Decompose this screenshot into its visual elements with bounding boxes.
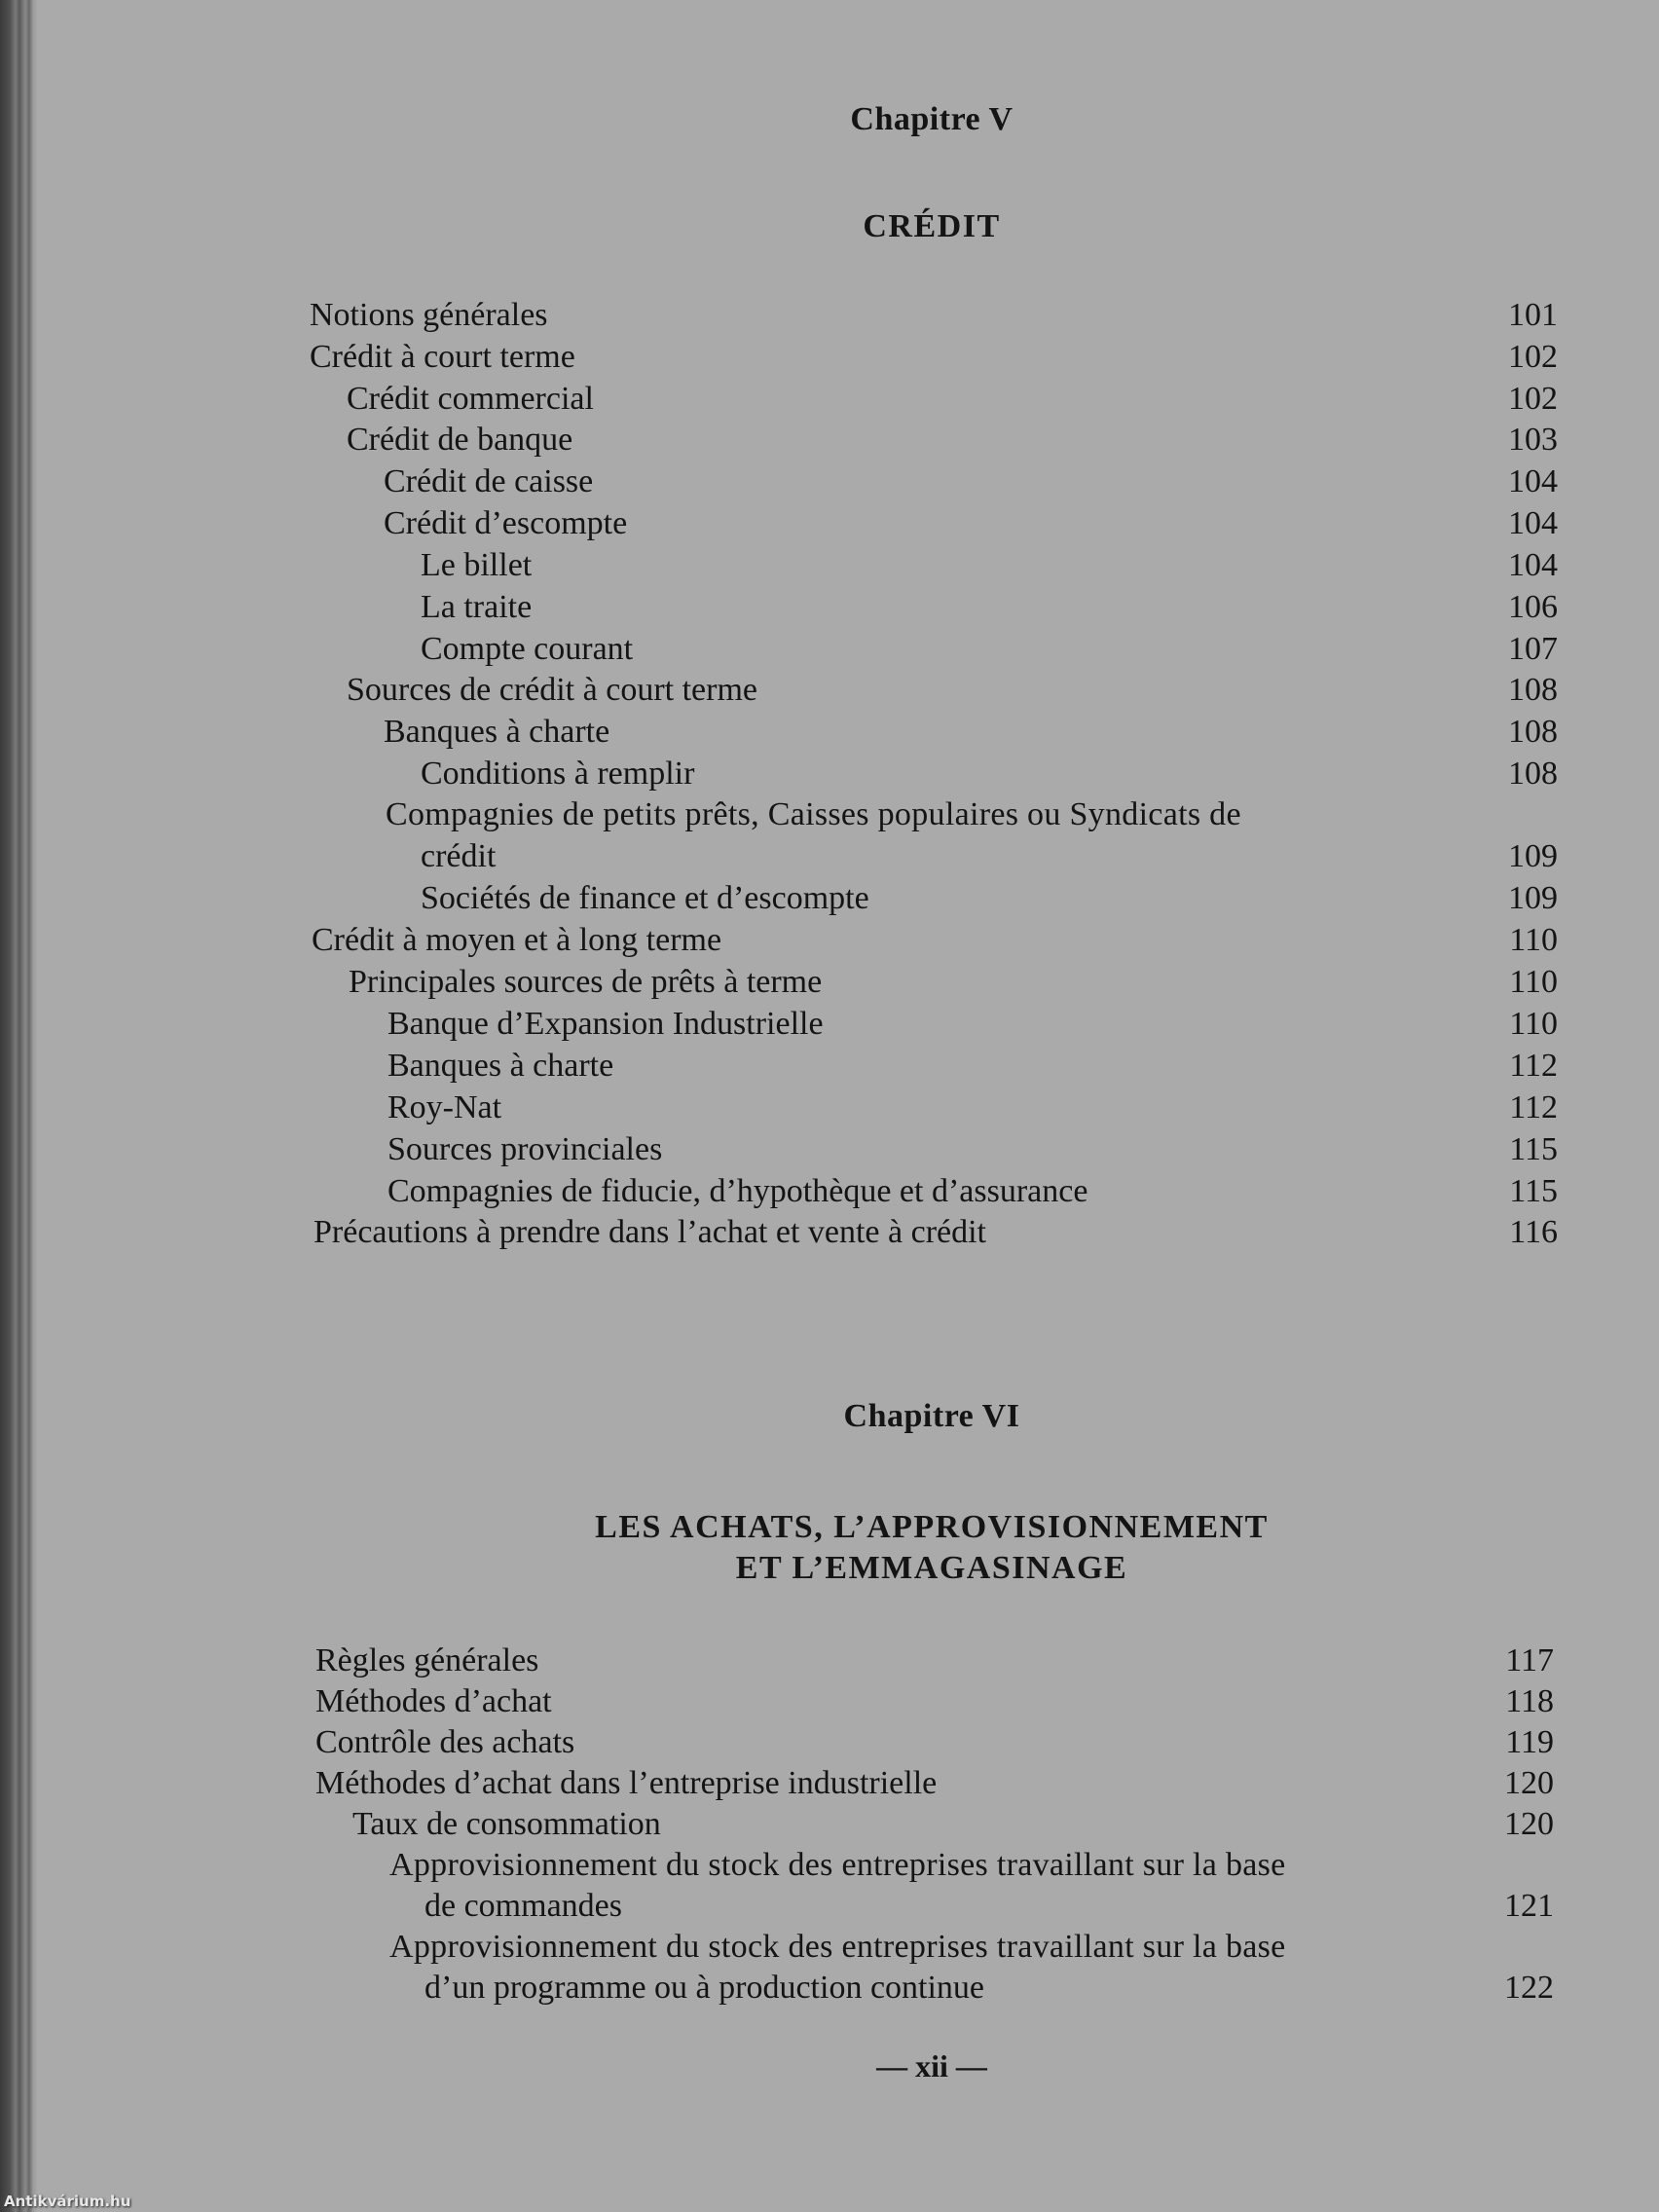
toc-entry-title: Règles générales [315,1641,546,1680]
toc-entry[interactable] [315,1723,1554,1762]
toc-entry-page: 112 [1509,1048,1558,1084]
toc-entry-title: Banque d’Expansion Industrielle [387,1005,831,1044]
toc-entry-title: Crédit de caisse [384,462,601,501]
toc-entry-page: 106 [1508,589,1558,625]
toc-entry[interactable] [310,338,1558,377]
toc-entry[interactable] [315,1764,1554,1803]
toc-entry[interactable] [349,963,1558,1002]
toc-entry[interactable] [387,1172,1558,1211]
toc-entry-title: Sociétés de finance et d’escompte [421,879,877,918]
toc-entry-page: 110 [1509,922,1558,958]
toc-entry-page: 108 [1508,714,1558,750]
toc-entry-title: Contrôle des achats [315,1723,582,1762]
chapter-5-label: Chapitre V [850,101,1014,137]
book-binding-edge [0,0,37,2212]
toc-entry-page: 104 [1508,547,1558,583]
toc-entry-page: 103 [1508,422,1558,458]
toc-entry-page: 102 [1508,339,1558,375]
toc-entry[interactable] [315,1641,1554,1680]
toc-entry-page: 116 [1509,1214,1558,1250]
toc-entry-page: 115 [1509,1173,1558,1209]
toc-entry-title: Principales sources de prêts à terme [349,963,830,1002]
toc-entry-page: 118 [1505,1683,1554,1719]
toc-entry[interactable] [347,380,1558,419]
toc-entry-title-line1[interactable]: Approvisionnement du stock des entreprises travaillant sur la base [389,1929,1286,1965]
toc-entry-page: 110 [1509,964,1558,1000]
toc-entry[interactable] [421,837,1558,876]
toc-entry[interactable] [424,1887,1554,1926]
watermark-label: Antikvárium.hu [4,2193,131,2210]
toc-entry[interactable] [421,755,1558,793]
toc-entry-page: 104 [1508,505,1558,541]
toc-entry[interactable] [387,1005,1558,1044]
toc-entry[interactable] [387,1088,1558,1127]
toc-entry[interactable] [312,921,1558,960]
toc-entry-title-line1[interactable]: Approvisionnement du stock des entreprises travaillant sur la base [389,1847,1286,1883]
toc-entry-title: Notions générales [310,296,556,335]
toc-entry-title: Sources de crédit à court terme [347,671,765,710]
chapter-6-label: Chapitre VI [843,1398,1020,1434]
toc-entry-page: 109 [1508,880,1558,916]
toc-entry-page: 119 [1505,1724,1554,1760]
toc-entry-title: Roy-Nat [387,1088,509,1127]
toc-entry-page: 107 [1508,631,1558,667]
chapter-5-title: CRÉDIT [863,208,1001,244]
toc-entry[interactable] [347,421,1558,460]
toc-entry-title-line2: d’un programme ou à production continue [424,1969,992,2008]
toc-entry-page: 110 [1509,1006,1558,1042]
toc-entry-page: 102 [1508,381,1558,417]
toc-entry-page: 101 [1508,297,1558,333]
toc-entry-title: Crédit commercial [347,380,602,419]
toc-entry-title-line1[interactable]: Compagnies de petits prêts, Caisses populaires ou Syndicats de [386,796,1241,832]
toc-entry-page: 115 [1509,1131,1558,1167]
toc-entry-title: Précautions à prendre dans l’achat et vente à crédit [313,1213,994,1252]
toc-entry-title: Crédit à court terme [310,338,583,377]
toc-entry-title: Crédit d’escompte [384,504,635,543]
chapter-6-title-line1: LES ACHATS, L’APPROVISIONNEMENT [595,1509,1269,1545]
toc-entry-title: Le billet [421,546,539,585]
toc-entry-title: Conditions à remplir [421,755,702,793]
toc-entry-page: 122 [1504,1970,1554,2006]
toc-entry[interactable] [421,630,1558,669]
toc-entry-title: Méthodes d’achat dans l’entreprise industrielle [315,1764,944,1803]
toc-entry-title-line2: crédit [421,837,503,876]
toc-entry-page: 108 [1508,756,1558,792]
toc-entry-page: 108 [1508,672,1558,708]
toc-entry-page: 120 [1504,1806,1554,1842]
toc-entry[interactable] [384,713,1558,752]
toc-entry[interactable] [310,296,1558,335]
toc-entry[interactable] [313,1213,1558,1252]
toc-entry[interactable] [384,504,1558,543]
toc-entry-page: 120 [1504,1765,1554,1801]
toc-entry-title: La traite [421,588,539,627]
toc-entry[interactable] [421,588,1558,627]
toc-entry-title: Crédit à moyen et à long terme [312,921,729,960]
toc-entry-page: 117 [1505,1642,1554,1678]
toc-entry[interactable] [315,1682,1554,1721]
page-number-footer: — xii — [876,2048,987,2083]
toc-entry-title-line2: de commandes [424,1887,630,1926]
toc-entry-title: Crédit de banque [347,421,580,460]
toc-entry[interactable] [384,462,1558,501]
toc-entry[interactable] [424,1969,1554,2008]
toc-entry-title: Banques à charte [384,713,617,752]
toc-entry-page: 112 [1509,1089,1558,1125]
toc-entry-title: Sources provinciales [387,1130,670,1169]
toc-entry[interactable] [352,1805,1554,1844]
chapter-6-title-line2: ET L’EMMAGASINAGE [735,1550,1128,1586]
toc-entry-title: Banques à charte [387,1047,621,1086]
toc-entry[interactable] [347,671,1558,710]
toc-entry-title: Compte courant [421,630,641,669]
toc-entry-title: Méthodes d’achat [315,1682,560,1721]
toc-entry-title: Taux de consommation [352,1805,669,1844]
toc-entry-title: Compagnies de fiducie, d’hypothèque et d’assurance [387,1172,1095,1211]
toc-entry[interactable] [387,1047,1558,1086]
toc-entry[interactable] [421,879,1558,918]
toc-entry[interactable] [421,546,1558,585]
toc-entry-page: 109 [1508,838,1558,874]
toc-entry-page: 121 [1504,1888,1554,1924]
toc-entry-page: 104 [1508,463,1558,499]
toc-entry[interactable] [387,1130,1558,1169]
